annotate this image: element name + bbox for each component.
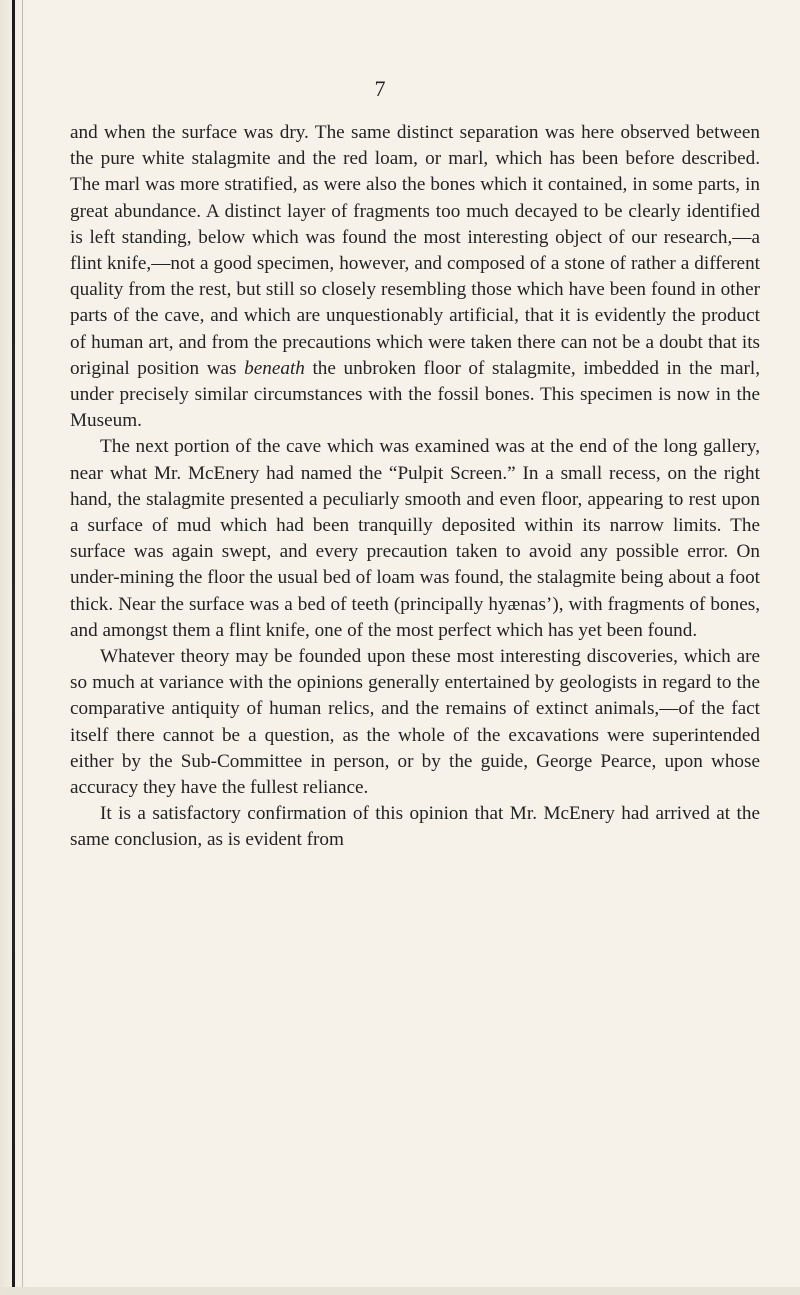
binding-edge-faint-line (22, 0, 23, 1295)
paragraph-4: It is a satisfactory confirmation of this opinion that Mr. McEnery had arrived at the same conclusion, as is evident from (70, 803, 760, 851)
paragraph-1-text-end: the unbroken floor of stalagmite, imbedded in the marl, under precisely similar circumstances with the fossil bones. This specimen is now in the Museum. (70, 357, 760, 432)
page-number: 7 (374, 76, 386, 101)
paragraph-1-text-start: and when the surface was dry. The same distinct separation was here observed between the pure white stalagmite and the red loam, or marl, which has been before described. The marl was more stratified, as were also the bones which it contained, in some parts, in great abundance. A distinct layer of fragments too much decayed to be clearly identified is left standing, below which was found the most interesting object of our research,—a flint knife,—not a good specimen, however, and composed of a stone of rather a different quality from the rest, but still so closely resembling those which have been found in other parts of the cave, and which are unquestionably artificial, that it is evidently the product of human art, and from the precautions which were taken there can not be a doubt that its original position was (70, 122, 760, 379)
page-gutter-shadow (0, 0, 34, 1295)
paragraph-1-italic-word: beneath (244, 357, 305, 379)
binding-edge-line (12, 0, 15, 1295)
body-text (70, 120, 760, 854)
paragraph-3: Whatever theory may be founded upon these most interesting discoveries, which are so much at variance with the opinions generally entertained by geologists in regard to the comparative antiquity of human relics, and the remains of extinct animals,—of the fact itself there cannot be a question, as the whole of the excavations were superintended either by the Sub-Committee in person, or by the guide, George Pearce, upon whose accuracy they have the fullest reliance. (70, 646, 760, 799)
paragraph-1 (70, 120, 760, 434)
paragraph-2: The next portion of the cave which was examined was at the end of the long gallery, near what Mr. McEnery had named the “Pulpit Screen.” In a small recess, on the right hand, the stalagmite presented a peculiarly smooth and even floor, appearing to rest upon a surface of mud which had been tranquilly deposited within its narrow limits. The surface was again swept, and every precaution taken to avoid any possible error. On under-mining the floor the usual bed of loam was found, the stalagmite being about a foot thick. Near the surface was a bed of teeth (principally hyænas’), with fragments of bones, and amongst them a flint knife, one of the most perfect which has yet been found. (70, 436, 760, 641)
page-bottom-edge (0, 1287, 800, 1295)
